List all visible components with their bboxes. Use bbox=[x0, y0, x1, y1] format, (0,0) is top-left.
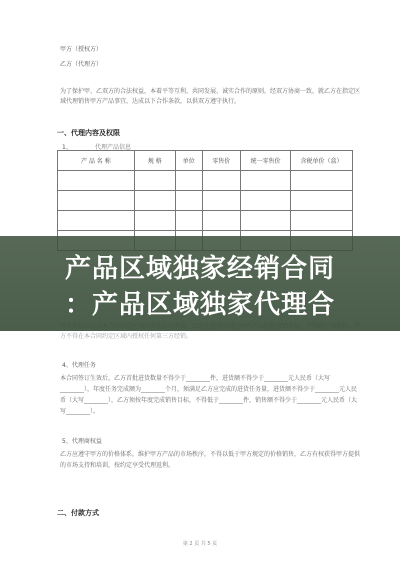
item-5-heading: 5、代理商权益 bbox=[62, 438, 102, 445]
obscured-paragraph: 方不得在本合同约定区域内授权任何第三方经销。 bbox=[60, 333, 193, 340]
table-row bbox=[58, 171, 353, 191]
banner-title-line-1: 产品区域独家经销合同 bbox=[64, 254, 335, 284]
intro-paragraph: 为了保护甲、乙双方的合法权益，本着平等互利、共同发展、诚实合作的原则，经双方协商一致，就乙方在指定区域代理销售甲方产品事宜，达成以下合作条款，以供双方遵守执行。 bbox=[60, 88, 361, 105]
item-4-paragraph: 本合同签订生效后，乙方首批进货数量不得少于________件，进货额不得少于________元人民币（大写________），年度任务完成额为________个月，须满足乙方应完成的进货任务量，进货额不得少于________元人民币（大写________），乙方须按年度完成销售目标，不得低于________件，销售额不得少于________元人民币（大写________）。 bbox=[60, 375, 358, 415]
party-b-label: 乙方（代理方） bbox=[60, 61, 103, 68]
party-a-label: 甲方（授权方） bbox=[60, 46, 103, 53]
table-header-cell: 规 格 bbox=[134, 151, 175, 171]
subsection-1-number: 1、 bbox=[62, 144, 72, 151]
table-row bbox=[58, 191, 353, 211]
page-footer: 第 2 页 共 5 页 bbox=[182, 541, 218, 547]
item-5-paragraph: 乙方应遵守甲方的价格体系，维护甲方产品的市场秩序，不得以低于甲方规定的价格销售，乙方有权获得甲方提供的市场支持和培训，按约定享受代理返利。 bbox=[60, 451, 361, 469]
banner-title-line-2: ：产品区域独家代理合 bbox=[64, 290, 335, 320]
table-header-cell: 产 品 名 称 bbox=[58, 151, 135, 171]
table-header-cell: 统一零售价 bbox=[240, 151, 290, 171]
item-4-heading: 4、代理任务 bbox=[62, 362, 96, 369]
section-2-title: 二、付款方式 bbox=[57, 509, 99, 517]
table-header-cell: 零售价 bbox=[202, 151, 240, 171]
subsection-1-label: 代理产品信息 bbox=[95, 144, 132, 151]
table-header-cell: 单位 bbox=[175, 151, 202, 171]
table-header-cell: 含税单价（盒） bbox=[291, 151, 353, 171]
section-1-title: 一、代理内容及权限 bbox=[57, 129, 120, 137]
table-row bbox=[58, 211, 353, 231]
table-header-row bbox=[58, 151, 353, 171]
